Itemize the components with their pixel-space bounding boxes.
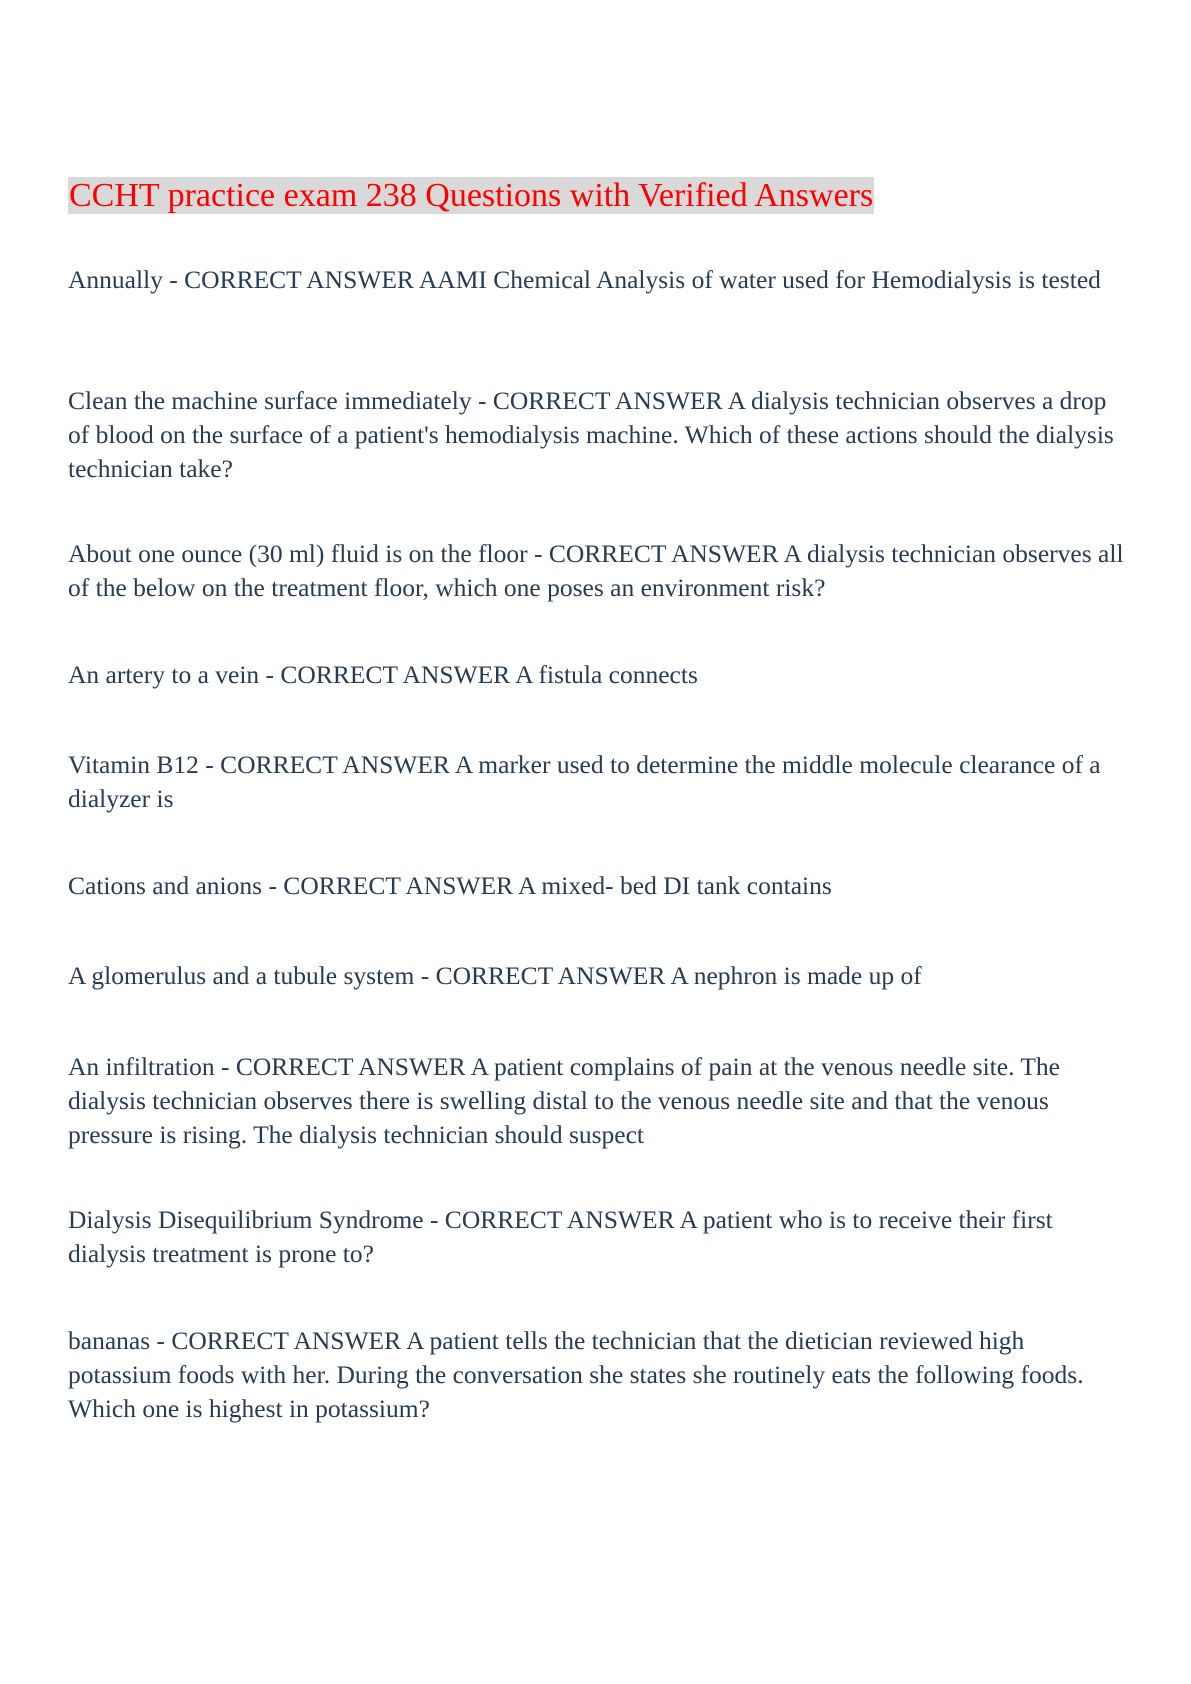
qa-item-9: Dialysis Disequilibrium Syndrome - CORRECT ANSWER A patient who is to receive their first dialysis treatment is prone to?: [68, 1205, 1053, 1268]
qa-item-3: About one ounce (30 ml) fluid is on the floor - CORRECT ANSWER A dialysis technician observes all of the below on the treatment floor, which one poses an environment risk?: [68, 539, 1124, 602]
qa-item-8: An infiltration - CORRECT ANSWER A patient complains of pain at the venous needle site. The dialysis technician observes there is swelling distal to the venous needle site and that the venous pressure is rising. The dialysis technician should suspect: [68, 1052, 1060, 1149]
qa-item-6: Cations and anions - CORRECT ANSWER A mixed- bed DI tank contains: [68, 871, 832, 900]
qa-item-4: An artery to a vein - CORRECT ANSWER A fistula connects: [68, 660, 698, 689]
document-title: [68, 176, 874, 216]
qa-item-5: Vitamin B12 - CORRECT ANSWER A marker used to determine the middle molecule clearance of a dialyzer is: [68, 750, 1101, 813]
document-title-text: CCHT practice exam 238 Questions with Verified Answers: [69, 177, 874, 214]
qa-item-10: bananas - CORRECT ANSWER A patient tells the technician that the dietician reviewed high potassium foods with her. During the conversation she states she routinely eats the following foods. Which one is highest in potassium?: [68, 1326, 1084, 1423]
qa-item-2: Clean the machine surface immediately - CORRECT ANSWER A dialysis technician observes a drop of blood on the surface of a patient's hemodialysis machine. Which of these actions should the dialysis technician take?: [68, 386, 1114, 483]
qa-item-1: Annually - CORRECT ANSWER AAMI Chemical Analysis of water used for Hemodialysis is tested: [68, 265, 1101, 294]
qa-item-7: A glomerulus and a tubule system - CORRECT ANSWER A nephron is made up of: [68, 961, 922, 990]
